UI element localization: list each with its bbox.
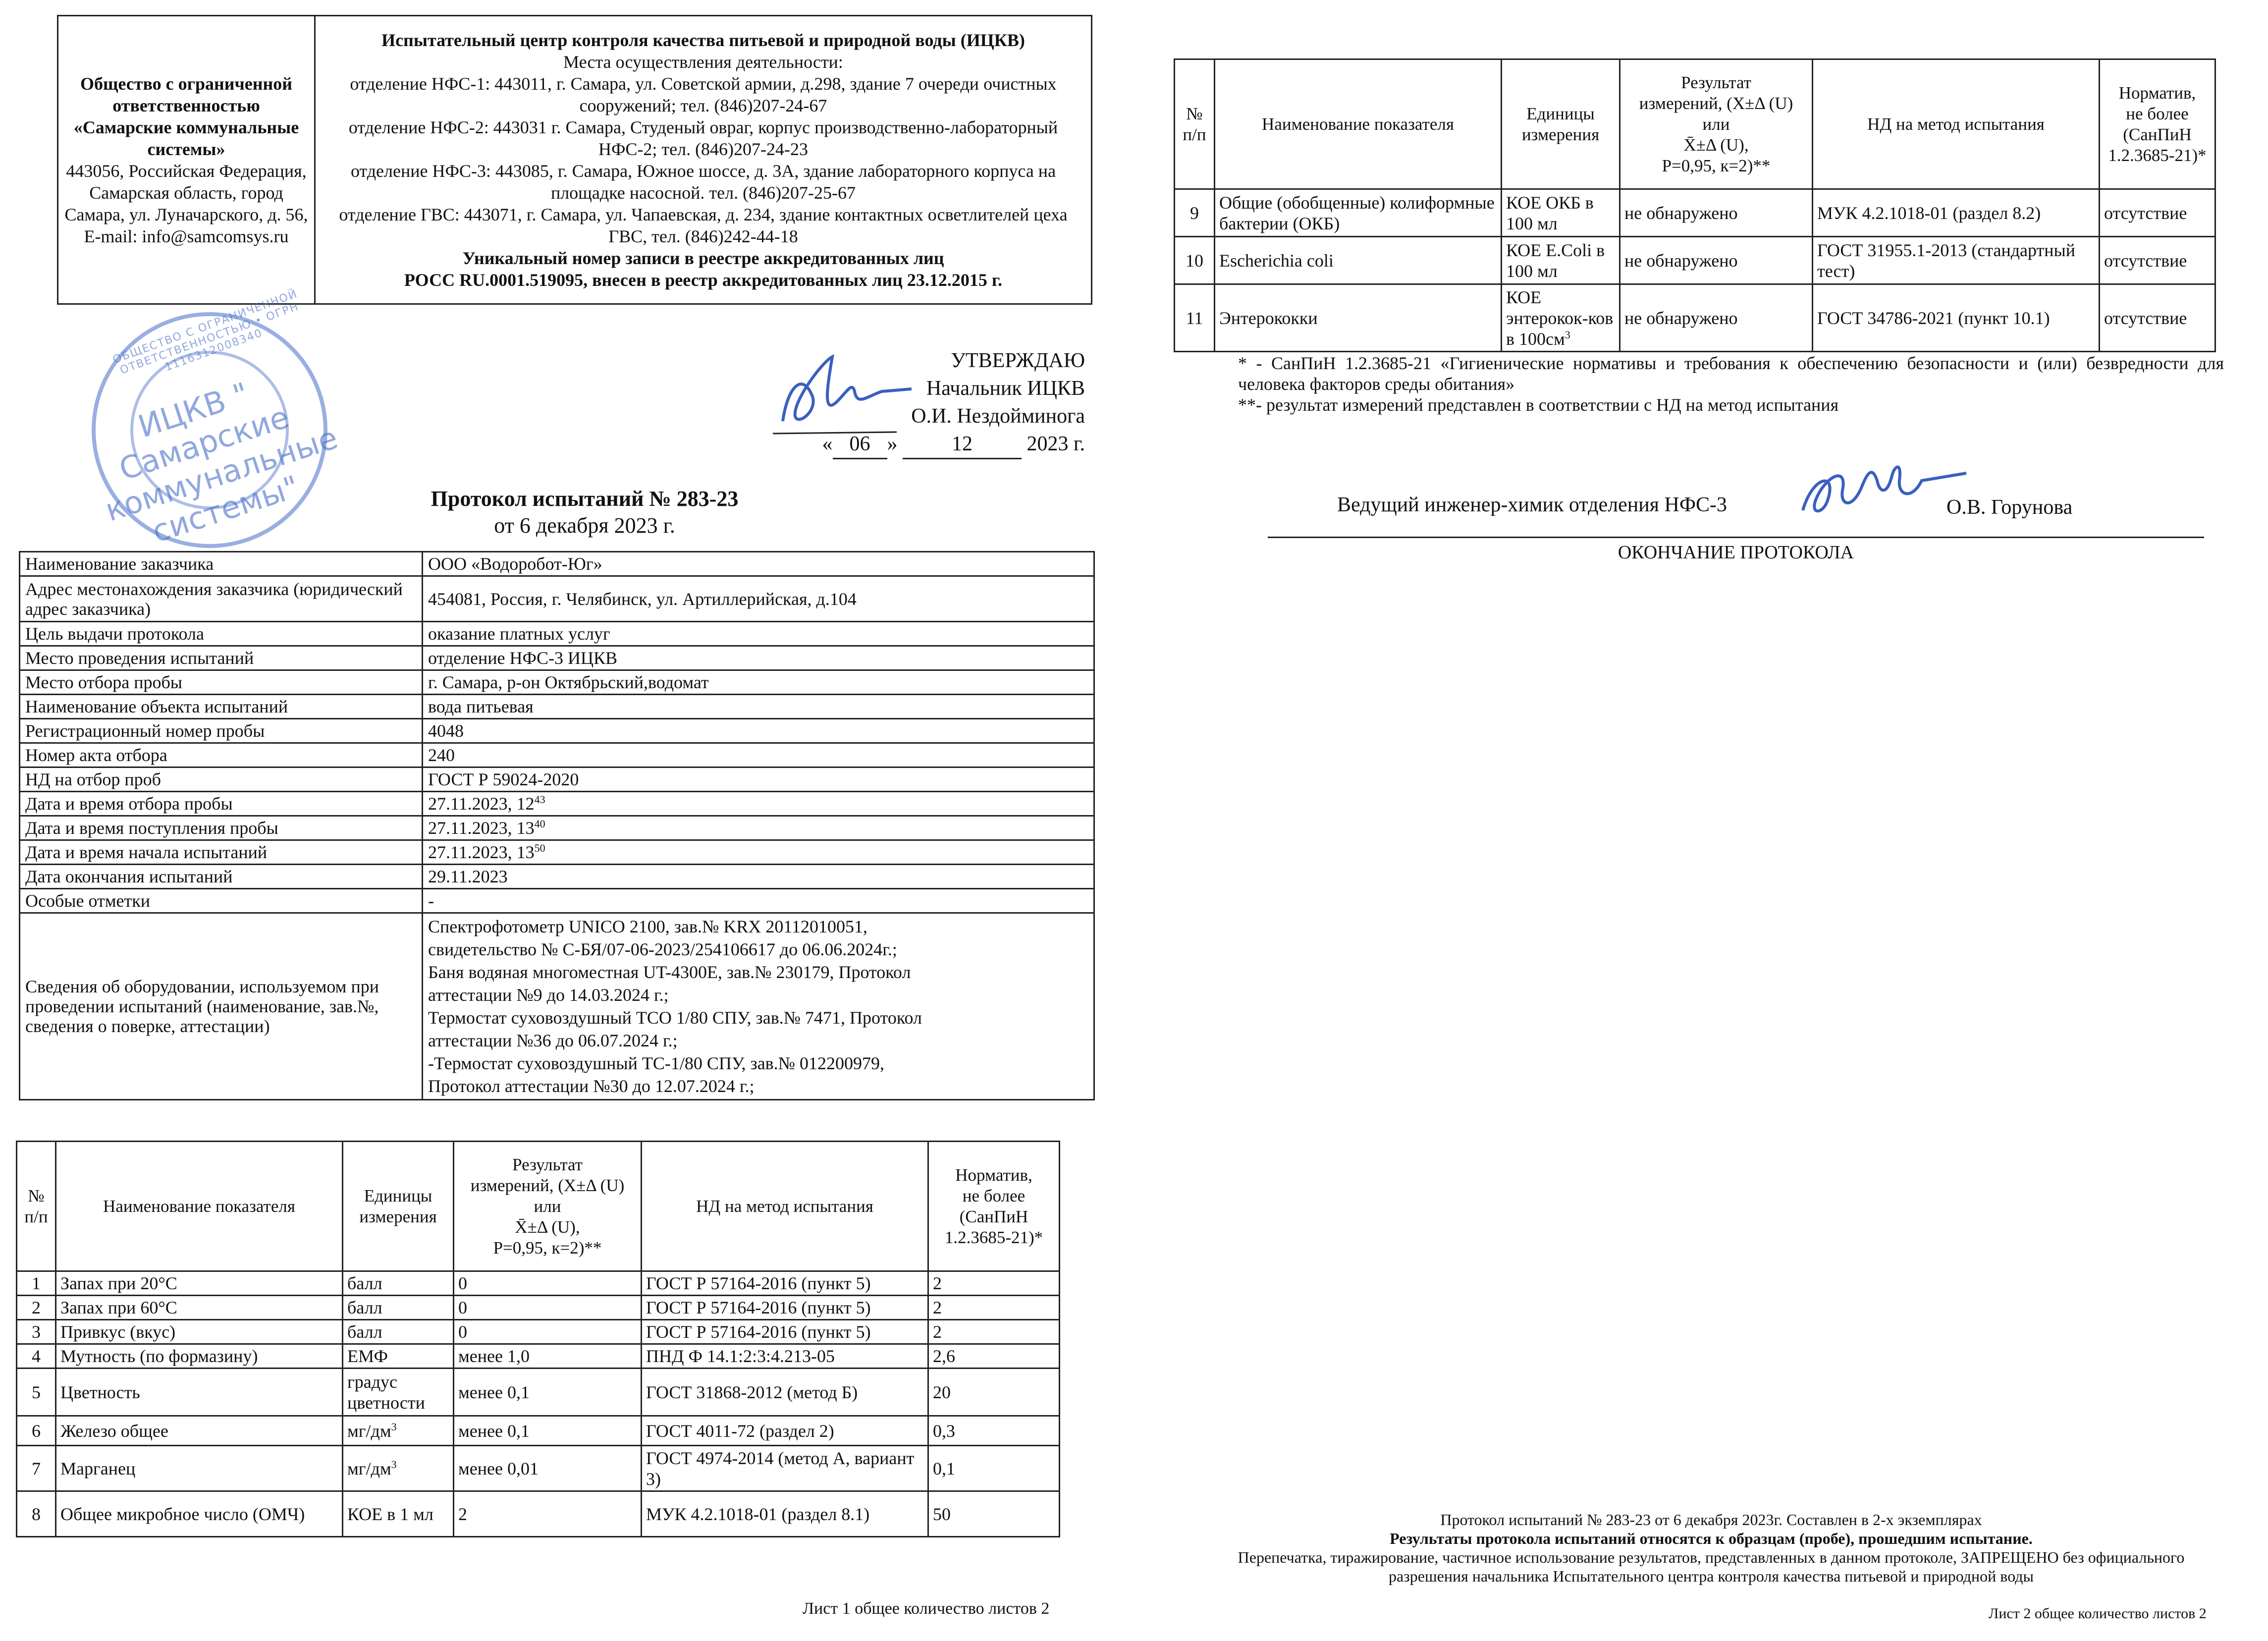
- footer-results-note: Результаты протокола испытаний относятся к образцам (пробе), прошедшим испытание.: [1390, 1530, 2033, 1547]
- info-label: Дата окончания испытаний: [20, 865, 423, 889]
- row-method: ГОСТ Р 57164-2016 (пункт 5): [642, 1320, 928, 1344]
- end-of-protocol: ОКОНЧАНИЕ ПРОТОКОЛА: [1618, 542, 1854, 563]
- row-result: 2: [454, 1491, 642, 1537]
- info-row: [20, 576, 1094, 622]
- info-row: [20, 622, 1094, 646]
- row-norm: отсутствие: [2100, 237, 2215, 284]
- info-label: Адрес местонахождения заказчика (юридический адрес заказчика): [20, 576, 423, 622]
- start-datetime: 27.11.2023, 13: [428, 842, 535, 862]
- page-2: [1134, 0, 2268, 1641]
- info-value: [423, 816, 1094, 840]
- row-norm: 0,1: [928, 1446, 1060, 1491]
- approval-year: 2023 г.: [1026, 433, 1085, 455]
- col-name: Наименование показателя: [56, 1142, 343, 1271]
- info-table: [19, 551, 1095, 1100]
- row-unit-sup: 3: [391, 1420, 397, 1433]
- result-row: [17, 1446, 1060, 1491]
- approval-date: « 06 » 12 2023 г.: [743, 430, 1085, 459]
- row-name: Энтерококки: [1215, 284, 1502, 352]
- info-row: [20, 670, 1094, 695]
- row-method: ГОСТ 4974-2014 (метод А, вариант 3): [642, 1446, 928, 1491]
- row-unit: КОЕ ОКБ в 100 мл: [1502, 189, 1620, 237]
- info-value: г. Самара, р-он Октябрьский,водомат: [423, 670, 1094, 695]
- row-method: ГОСТ 34786-2021 (пункт 10.1): [1813, 284, 2100, 352]
- row-name: Мутность (по формазину): [56, 1344, 343, 1368]
- row-num: 8: [17, 1491, 56, 1537]
- org-address: 443056, Российская Федерация, Самарская область, город Самара, ул. Луначарского, д. 56,: [64, 161, 308, 224]
- info-label: Место отбора пробы: [20, 670, 423, 695]
- sheet-number-1: Лист 1 общее количество листов 2: [803, 1599, 1050, 1618]
- info-value: [423, 840, 1094, 865]
- info-label: НД на отбор проб: [20, 767, 423, 792]
- footer-copyright: Перепечатка, тиражирование, частичное использование результатов, представленных в данном протоколе, ЗАПРЕЩЕНО без официального разрешения начальника Испытательного центра контроля качества питьевой и природной воды: [1238, 1548, 2185, 1585]
- row-num: 7: [17, 1446, 56, 1491]
- row-norm: 2,6: [928, 1344, 1060, 1368]
- row-result: менее 1,0: [454, 1344, 642, 1368]
- director-signature: [768, 342, 917, 441]
- info-row: [20, 889, 1094, 913]
- org-line-1: Общество с ограниченной ответственностью: [80, 73, 292, 115]
- row-result: 0: [454, 1320, 642, 1344]
- result-row: [17, 1491, 1060, 1537]
- results-table-1: [16, 1141, 1060, 1537]
- row-norm: отсутствие: [2100, 284, 2215, 352]
- col-norm-line: (СанПиН: [2123, 124, 2192, 144]
- place-nfs2: отделение НФС-2: 443031 г. Самара, Студеный овраг, корпус производственно-лабораторный НФС-2; тел. (846)207-24-23: [348, 117, 1058, 159]
- info-value: отделение НФС-3 ИЦКВ: [423, 646, 1094, 670]
- row-method: ГОСТ Р 57164-2016 (пункт 5): [642, 1296, 928, 1320]
- row-method: МУК 4.2.1018-01 (раздел 8.1): [642, 1491, 928, 1537]
- row-result: не обнаружено: [1620, 284, 1813, 352]
- start-minutes: 50: [534, 842, 545, 854]
- col-result-line: измерений, (X±Δ (U): [470, 1175, 625, 1195]
- row-unit: КОЕ в 1 мл: [343, 1491, 454, 1537]
- approval-month: 12: [903, 430, 1022, 459]
- info-label: Дата и время начала испытаний: [20, 840, 423, 865]
- row-norm: 2: [928, 1296, 1060, 1320]
- organization-cell: [58, 16, 315, 304]
- info-value: вода питьевая: [423, 695, 1094, 719]
- info-value: 240: [423, 743, 1094, 767]
- row-unit: [1502, 284, 1620, 352]
- row-unit: [343, 1446, 454, 1491]
- receipt-datetime: 27.11.2023, 13: [428, 818, 535, 838]
- equipment-label: Сведения об оборудовании, используемом при проведении испытаний (наименование, зав.№, сведения о поверке, аттестации): [20, 913, 423, 1100]
- col-norm-line: Норматив,: [955, 1165, 1032, 1185]
- info-label: Дата и время поступления пробы: [20, 816, 423, 840]
- info-value: 4048: [423, 719, 1094, 743]
- org-line-2: «Самарские коммунальные системы»: [73, 117, 299, 159]
- equipment-line: Термостат суховоздушный ТСО 1/80 СПУ, зав.№ 7471, Протокол: [428, 1008, 922, 1028]
- sheet-number-2: Лист 2 общее количество листов 2: [1989, 1605, 2207, 1622]
- row-unit-text: КОЕ энтерокок-ков в 100см: [1506, 287, 1614, 349]
- row-norm: 2: [928, 1320, 1060, 1344]
- row-norm: отсутствие: [2100, 189, 2215, 237]
- equipment-line: аттестации №9 до 14.03.2024 г.;: [428, 985, 669, 1005]
- info-label: Особые отметки: [20, 889, 423, 913]
- info-label: Наименование объекта испытаний: [20, 695, 423, 719]
- col-num: № п/п: [17, 1142, 56, 1271]
- org-email: E-mail: info@samcomsys.ru: [84, 226, 289, 246]
- registry-line-2: РОСС RU.0001.519095, внесен в реестр аккредитованных лиц 23.12.2015 г.: [404, 270, 1003, 290]
- col-result: [454, 1142, 642, 1271]
- registry-line-1: Уникальный номер записи в реестре аккредитованных лиц: [462, 248, 944, 268]
- col-result: [1620, 59, 1813, 189]
- place-nfs3: отделение НФС-3: 443085, г. Самара, Южное шоссе, д. 3А, здание лабораторного корпуса на площадке насосной. тел. (846)207-25-67: [350, 161, 1056, 203]
- results-header-row: [17, 1142, 1060, 1271]
- place-nfs1: отделение НФС-1: 443011, г. Самара, ул. Советской армии, д.298, здание 7 очереди очистных сооружений; тел. (846)207-24-67: [350, 73, 1057, 115]
- info-row: [20, 695, 1094, 719]
- col-num: № п/п: [1175, 59, 1215, 189]
- col-result-line: X̄±Δ (U),: [1683, 135, 1749, 155]
- protocol-title: Протокол испытаний № 283-23: [431, 487, 739, 511]
- result-row: [17, 1271, 1060, 1296]
- seal-center-text: ИЦКВ " Самарские коммунальные системы": [101, 375, 342, 550]
- info-row: [20, 865, 1094, 889]
- row-unit: градус цветности: [343, 1368, 454, 1416]
- equipment-value: [423, 913, 1094, 1100]
- col-norm-line: (СанПиН: [959, 1206, 1028, 1226]
- result-row: [17, 1296, 1060, 1320]
- row-name: Марганец: [56, 1446, 343, 1491]
- protocol-date: от 6 декабря 2023 г.: [494, 513, 675, 538]
- row-norm: 0,3: [928, 1416, 1060, 1446]
- info-row: [20, 646, 1094, 670]
- row-result: менее 0,1: [454, 1368, 642, 1416]
- result-row: [1175, 237, 2215, 284]
- row-unit: балл: [343, 1320, 454, 1344]
- sample-datetime: 27.11.2023, 12: [428, 794, 535, 814]
- results-table-2: [1174, 58, 2216, 352]
- end-divider: [1268, 537, 2204, 538]
- info-value: ООО «Водоробот-Юг»: [423, 552, 1094, 576]
- row-name: Привкус (вкус): [56, 1320, 343, 1344]
- row-method: МУК 4.2.1018-01 (раздел 8.2): [1813, 189, 2100, 237]
- row-name: Цветность: [56, 1368, 343, 1416]
- col-result-line: P=0,95, к=2)**: [493, 1238, 602, 1258]
- results-header-row: [1175, 59, 2215, 189]
- col-norm-line: не более: [962, 1186, 1026, 1205]
- row-unit: балл: [343, 1271, 454, 1296]
- row-num: 9: [1175, 189, 1215, 237]
- result-row: [17, 1368, 1060, 1416]
- equipment-line: аттестации №36 до 06.07.2024 г.;: [428, 1031, 678, 1050]
- row-result: не обнаружено: [1620, 237, 1813, 284]
- row-unit-text: мг/дм: [347, 1421, 391, 1441]
- row-norm: 20: [928, 1368, 1060, 1416]
- row-result: 0: [454, 1296, 642, 1320]
- result-row: [1175, 189, 2215, 237]
- row-method: ГОСТ 31868-2012 (метод Б): [642, 1368, 928, 1416]
- test-center-title: Испытательный центр контроля качества питьевой и природной воды (ИЦКВ): [381, 30, 1025, 50]
- row-num: 10: [1175, 237, 1215, 284]
- row-unit-sup: 3: [391, 1458, 397, 1471]
- info-row: [20, 767, 1094, 792]
- row-num: 4: [17, 1344, 56, 1368]
- row-num: 5: [17, 1368, 56, 1416]
- seal-ring-text: ОБЩЕСТВО С ОГРАНИЧЕННОЙ ОТВЕТСТВЕННОСТЬЮ • ОГРН 1116312008340: [111, 287, 301, 377]
- row-unit: КОЕ E.Coli в 100 мл: [1502, 237, 1620, 284]
- info-label: Регистрационный номер пробы: [20, 719, 423, 743]
- info-value: ГОСТ Р 59024-2020: [423, 767, 1094, 792]
- info-row: [20, 552, 1094, 576]
- row-result: 0: [454, 1271, 642, 1296]
- col-norm-line: 1.2.3685-21)*: [2108, 145, 2207, 165]
- equipment-row: [20, 913, 1094, 1100]
- engineer-position: Ведущий инженер-химик отделения НФС-3: [1337, 493, 1728, 516]
- row-norm: 50: [928, 1491, 1060, 1537]
- row-unit: [343, 1416, 454, 1446]
- row-unit-text: мг/дм: [347, 1458, 391, 1478]
- row-unit: балл: [343, 1296, 454, 1320]
- col-norm-line: Норматив,: [2118, 83, 2196, 103]
- col-method: НД на метод испытания: [1813, 59, 2100, 189]
- row-name: Железо общее: [56, 1416, 343, 1446]
- info-value: -: [423, 889, 1094, 913]
- row-result: не обнаружено: [1620, 189, 1813, 237]
- col-result-line: или: [534, 1196, 561, 1216]
- col-name: Наименование показателя: [1215, 59, 1502, 189]
- result-row: [17, 1344, 1060, 1368]
- info-row: [20, 816, 1094, 840]
- equipment-line: свидетельство № С-БЯ/07-06-2023/254106617 до 06.06.2024г.;: [428, 939, 897, 959]
- row-result: менее 0,1: [454, 1416, 642, 1446]
- info-label: Наименование заказчика: [20, 552, 423, 576]
- test-center-cell: [315, 16, 1092, 304]
- header-table: [57, 15, 1092, 305]
- equipment-line: Спектрофотометр UNICO 2100, зав.№ KRX 20112010051,: [428, 917, 868, 936]
- sample-minutes: 43: [534, 793, 545, 806]
- info-value: оказание платных услуг: [423, 622, 1094, 646]
- row-num: 6: [17, 1416, 56, 1446]
- row-method: ГОСТ 4011-72 (раздел 2): [642, 1416, 928, 1446]
- info-label: Цель выдачи протокола: [20, 622, 423, 646]
- info-value: 454081, Россия, г. Челябинск, ул. Артиллерийская, д.104: [423, 576, 1094, 622]
- row-num: 11: [1175, 284, 1215, 352]
- row-norm: 2: [928, 1271, 1060, 1296]
- row-unit-sup: 3: [1565, 328, 1570, 341]
- result-row: [17, 1416, 1060, 1446]
- approval-name: О.И. Нездойминога: [911, 405, 1085, 428]
- row-name: Escherichia coli: [1215, 237, 1502, 284]
- row-unit: ЕМФ: [343, 1344, 454, 1368]
- col-result-line: или: [1702, 114, 1730, 134]
- col-norm: [928, 1142, 1060, 1271]
- info-label: Место проведения испытаний: [20, 646, 423, 670]
- row-num: 3: [17, 1320, 56, 1344]
- footnote-measurement: **- результат измерений представлен в соответствии с НД на метод испытания: [1238, 395, 1839, 415]
- equipment-line: Протокол аттестации №30 до 12.07.2024 г.;: [428, 1076, 755, 1096]
- footer-notes: [1208, 1510, 2214, 1586]
- place-gvs: отделение ГВС: 443071, г. Самара, ул. Чапаевская, д. 234, здание контактных осветлителей цеха ГВС, тел. (846)242-44-18: [339, 204, 1068, 246]
- col-norm-line: не более: [2126, 104, 2189, 123]
- row-method: ПНД Ф 14.1:2:3:4.213-05: [642, 1344, 928, 1368]
- approval-title: УТВЕРЖДАЮ: [951, 349, 1085, 372]
- equipment-line: Баня водяная многоместная UT-4300E, зав.№ 230179, Протокол: [428, 962, 911, 982]
- stamp-seal: [92, 287, 342, 550]
- info-value: [423, 792, 1094, 816]
- col-result-line: измерений, (X±Δ (U): [1639, 93, 1793, 113]
- col-units: Единицы измерения: [343, 1142, 454, 1271]
- receipt-minutes: 40: [534, 818, 545, 830]
- row-num: 1: [17, 1271, 56, 1296]
- row-method: ГОСТ Р 57164-2016 (пункт 5): [642, 1271, 928, 1296]
- row-name: Запах при 60°С: [56, 1296, 343, 1320]
- row-name: Общие (обобщенные) колиформные бактерии (ОКБ): [1215, 189, 1502, 237]
- col-result-line: X̄±Δ (U),: [515, 1217, 580, 1237]
- info-value: 29.11.2023: [423, 865, 1094, 889]
- places-title: Места осуществления деятельности:: [563, 52, 843, 72]
- col-method: НД на метод испытания: [642, 1142, 928, 1271]
- info-row: [20, 743, 1094, 767]
- footnotes: [1238, 353, 2224, 415]
- footer-copies: Протокол испытаний № 283-23 от 6 декабря 2023г. Составлен в 2-х экземплярах: [1440, 1511, 1982, 1529]
- info-row: [20, 792, 1094, 816]
- row-result: менее 0,01: [454, 1446, 642, 1491]
- equipment-line: -Термостат суховоздушный ТС-1/80 СПУ, зав.№ 012200979,: [428, 1053, 885, 1073]
- col-norm: [2100, 59, 2215, 189]
- info-row: [20, 719, 1094, 743]
- col-units: Единицы измерения: [1502, 59, 1620, 189]
- info-label: Дата и время отбора пробы: [20, 792, 423, 816]
- row-method: ГОСТ 31955.1-2013 (стандартный тест): [1813, 237, 2100, 284]
- col-result-line: Результат: [1681, 72, 1751, 92]
- protocol-heading: [347, 486, 822, 539]
- col-result-line: P=0,95, к=2)**: [1662, 156, 1771, 175]
- row-num: 2: [17, 1296, 56, 1320]
- info-row: [20, 840, 1094, 865]
- col-result-line: Результат: [512, 1154, 583, 1174]
- engineer-signature: [1793, 446, 1971, 530]
- result-row: [17, 1320, 1060, 1344]
- info-label: Номер акта отбора: [20, 743, 423, 767]
- engineer-name: О.В. Горунова: [1946, 496, 2073, 519]
- result-row: [1175, 284, 2215, 352]
- approval-position: Начальник ИЦКВ: [926, 377, 1085, 400]
- footnote-sanpin: * - СанПиН 1.2.3685-21 «Гигиенические нормативы и требования к обеспечению безопасности и (или) безвредности для человека факторов среды обитания»: [1238, 353, 2224, 394]
- approval-day: 06: [833, 430, 887, 459]
- col-norm-line: 1.2.3685-21)*: [944, 1227, 1043, 1247]
- row-name: Запах при 20°С: [56, 1271, 343, 1296]
- row-name: Общее микробное число (ОМЧ): [56, 1491, 343, 1537]
